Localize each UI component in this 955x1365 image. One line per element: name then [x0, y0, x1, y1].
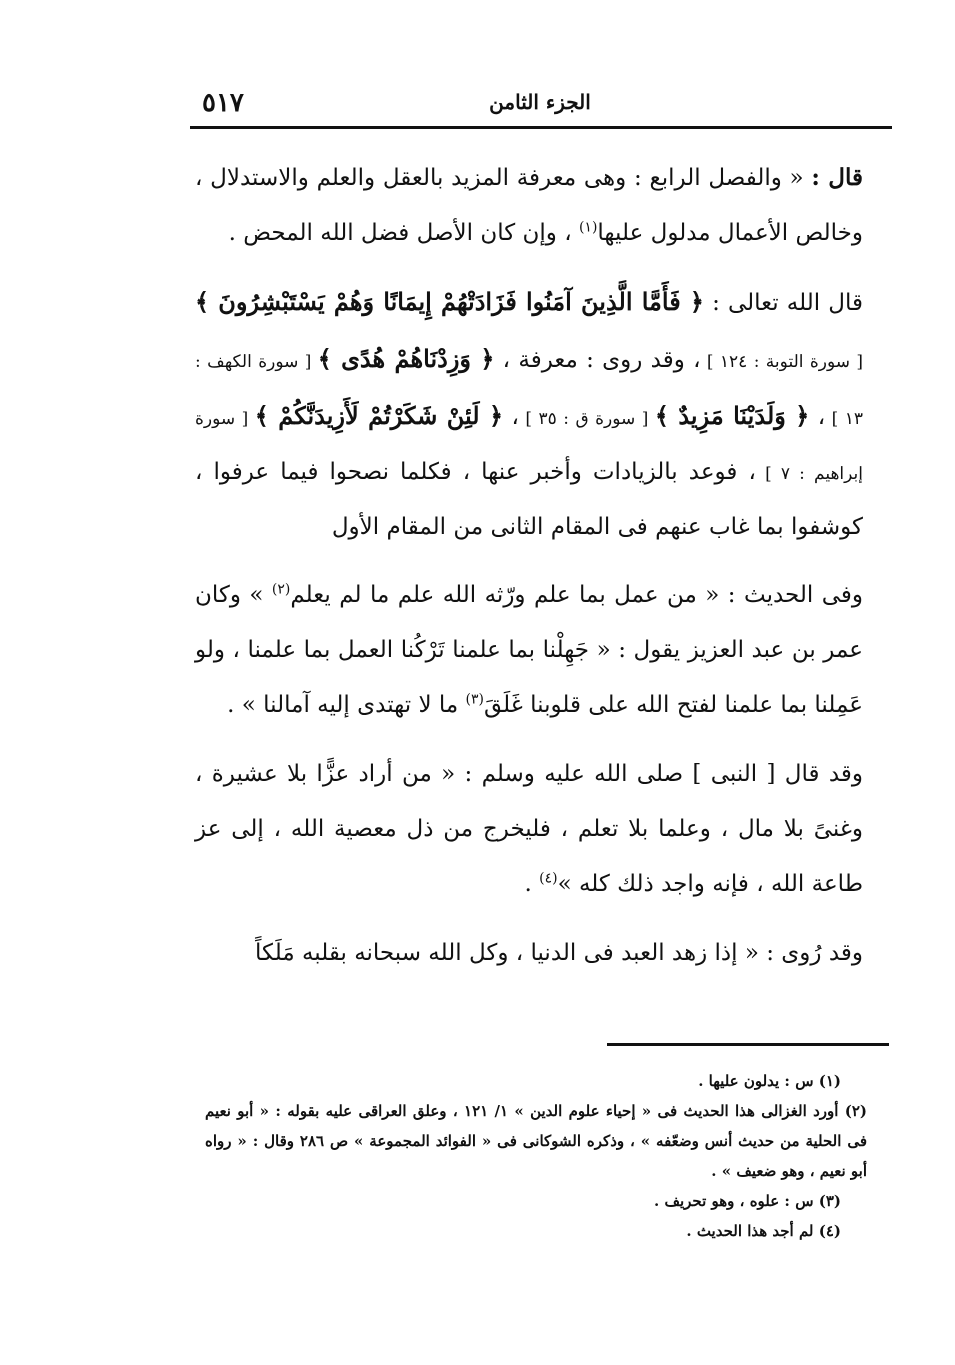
- paragraph-text: ، فوعد بالزيادات وأخبر عنها ، فكلما نصحوا فيما عرفوا ، كوشفوا بما غاب عنهم فى المقام الثانى من المقام الأول: [195, 459, 863, 540]
- paragraph-text: ،: [503, 404, 519, 430]
- quran-verse: ﴿ لَئِنْ شَكَرْتُمْ لَأَزِيدَنَّكُمْ ﴾: [254, 401, 504, 430]
- footnote-rule: [607, 1043, 889, 1046]
- paragraph-text: وقد رُوى : « إذا زهد العبد فى الدنيا ، وكل الله سبحانه بقلبه مَلَكاً: [255, 940, 863, 966]
- paragraph-text: وفى الحديث : « من عمل بما علم ورّثه الله علم ما لم يعلم: [290, 582, 863, 608]
- paragraph-text: .: [524, 871, 540, 897]
- surah-reference: [ سورة الكهف : ١٣ ]: [195, 352, 863, 429]
- footnote-3: (٣) س : علوه ، وهو تحريف .: [654, 1192, 841, 1210]
- footnote-1: (١) س : يدلون عليها .: [698, 1072, 841, 1090]
- header-rule: [190, 126, 892, 129]
- speaker-label: قال :: [811, 164, 863, 191]
- paragraph-text: « والفصل الرابع : وهى معرفة المزيد بالعقل والعلم والاستدلال ، وخالص الأعمال مدلول عليها: [195, 165, 863, 246]
- paragraph-5: [195, 926, 863, 981]
- paragraph-text: ، وقد روى : معرفة ،: [494, 347, 701, 373]
- footnote-2: (٢) أورد الغزالى هذا الحديث فى « إحياء علوم الدين » ١/ ١٢١ ، وعلق العراقى عليه بقوله : « أبو نعيم فى الحلية من حديث أنس وضعّفه » ، وذكره الشوكانى فى « الفوائد المجموعة » ص ٢٨٦ وقال : « رواه أبو نعيم ، وهو ضعيف » .: [205, 1102, 868, 1180]
- paragraph-1: [195, 150, 863, 261]
- paragraph-text: قال الله تعالى :: [703, 290, 863, 316]
- footnote-4: (٤) لم أجد هذا الحديث .: [686, 1222, 841, 1240]
- surah-reference: [ سورة ق : ٣٥ ]: [518, 409, 655, 429]
- footnote-marker: (٣): [465, 691, 484, 708]
- paragraph-text: وقد قال [ النبى ] صلى الله عليه وسلم : « من أراد عزًّا بلا عشيرة ، وغنىً بلا مال ، وعلما بلا تعلم ، فليخرج من ذل معصية الله ، إلى عز طاعة الله ، فإنه واجد ذلك كله »: [195, 761, 863, 897]
- quran-verse: ﴿ فَأَمَّا الَّذِينَ آمَنُوا فَزَادَتْهُمْ إِيمَانًا وَهُمْ يَسْتَبْشِرُونَ ﴾: [195, 287, 704, 316]
- main-text: [195, 150, 863, 995]
- paragraph-4: [195, 747, 863, 912]
- paragraph-3: [195, 568, 863, 733]
- running-title: الجزء الثامن: [489, 90, 591, 114]
- footnotes: [205, 1066, 867, 1246]
- paragraph-text: ، وإن كان الأصل فضل الله المحض .: [228, 220, 579, 246]
- footnote-marker: (٢): [271, 581, 291, 598]
- page-number: ٥١٧: [202, 88, 244, 118]
- paragraph-text: ،: [809, 404, 826, 430]
- quran-verse: ﴿ وَزِدْنَاهُمْ هُدًى ﴾: [317, 344, 495, 373]
- paragraph-2: [195, 275, 863, 554]
- paragraph-text: » وكان عمر بن عبد العزيز يقول : « جَهِلْنا بما علمنا تَرْكُنا العمل بما علمنا ، ولو عَمِلنا بما علمنا لفتح الله على قلوبنا غَلَقَ: [195, 582, 863, 718]
- surah-reference: [ سورة إبراهيم : ٧ ]: [195, 409, 863, 484]
- surah-reference: [ سورة التوبة : ١٢٤ ]: [700, 352, 864, 372]
- page-header: [190, 84, 890, 124]
- quran-verse: ﴿ وَلَدَيْنَا مَزِيدٌ ﴾: [654, 401, 810, 430]
- footnote-marker: (١): [578, 219, 598, 236]
- footnote-marker: (٤): [539, 870, 558, 887]
- paragraph-text: ما لا تهتدى إليه آمالنا » .: [227, 692, 466, 718]
